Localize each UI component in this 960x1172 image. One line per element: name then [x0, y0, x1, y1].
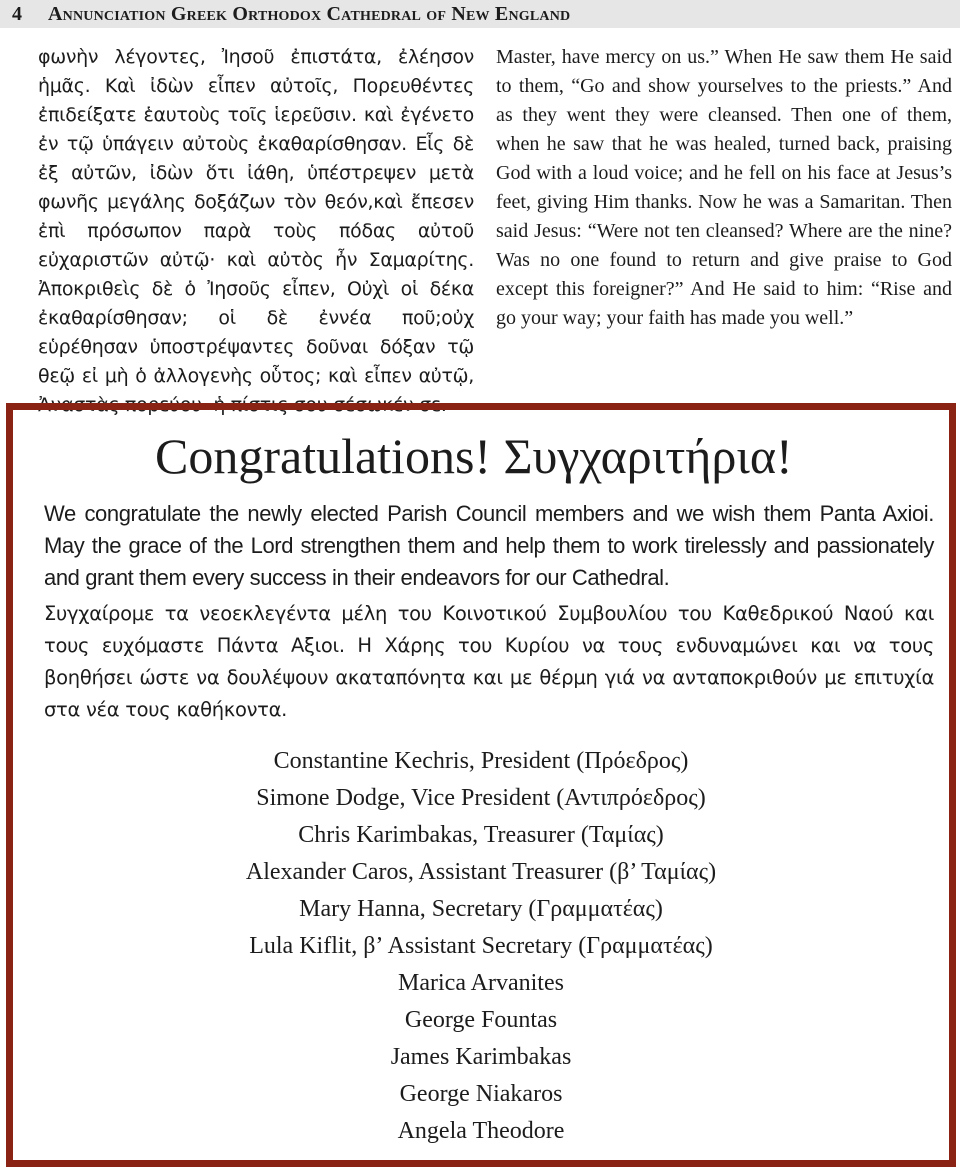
running-title: Annunciation Greek Orthodox Cathedral of New England [48, 3, 571, 25]
congratulations-box [6, 403, 956, 1167]
parish-council-list [13, 743, 949, 1150]
council-member: Alexander Caros, Assistant Treasurer (β’ Ταμίας) [245, 859, 717, 885]
council-member: George Fountas [404, 1007, 558, 1033]
running-header [0, 0, 960, 28]
congratulations-english-paragraph: We congratulate the newly elected Parish Council members and we wish them Panta Axioi. May the grace of the Lord strengthen them and help them to work tirelessly and passionately and grant them every success in their endeavors for our Cathedral. [44, 501, 934, 590]
council-member: George Niakaros [399, 1081, 563, 1107]
council-member: Constantine Kechris, President (Πρόεδρος) [273, 748, 689, 774]
council-member: Lula Kiflit, β’ Assistant Secretary (Γραμματέας) [249, 933, 713, 959]
congratulations-greek-paragraph: Συγχαίρομε τα νεοεκλεγέντα μέλη του Κοινοτικού Συμβουλίου του Καθεδρικού Ναού και τους ευχόμαστε Πάντα Αξιοι. Η Χάρης του Κυρίου να τους ενδυναμώνει και να τους βοηθήσει ώστε να δουλέψουν ακαταπόνητα και με θέρμη γιά να ανταποκριθούν με επιτυχία στα νέα τους καθήκοντα. [44, 602, 934, 721]
council-member: Marica Arvanites [398, 970, 564, 996]
council-member: Chris Karimbakas, Treasurer (Ταμίας) [298, 822, 664, 848]
gospel-english-column: Master, have mercy on us.” When He saw them He said to them, “Go and show yourselves to the priests.” And as they went they were cleansed. Then one of them, when he saw that he was healed, turned back, praising God with a loud voice; and he fell on his face at Jesus’s feet, giving Him thanks. Now he was a Samaritan. Then said Jesus: “Were not ten cleansed? Where are the nine? Was no one found to return and give praise to God except this foreigner?” And He said to him: “Rise and go your way; your faith has made you well.” [496, 46, 952, 329]
gospel-greek-column: φωνὴν λέγοντες, Ἰησοῦ ἐπιστάτα, ἐλέησον ἡμᾶς. Καὶ ἰδὼν εἶπεν αὐτοῖς, Πορευθέντες ἐπιδείξατε ἑαυτοὺς τοῖς ἱερεῦσιν. καὶ ἐγένετο ἐν τῷ ὑπάγειν αὐτοὺς ἐκαθαρίσθησαν. Εἷς δὲ ἐξ αὐτῶν, ἰδὼν ὅτι ἰάθη, ὑπέστρεψεν μετὰ φωνῆς μεγάλης δοξάζων τὸν θεόν,καὶ ἔπεσεν ἐπὶ πρόσωπον παρὰ τοὺς πόδας αὐτοῦ εὐχαριστῶν αὐτῷ· καὶ αὐτὸς ἦν Σαμαρίτης. Ἀποκριθεὶς δὲ ὁ Ἰησοῦς εἶπεν, Οὐχὶ οἱ δέκα ἐκαθαρίσθησαν; οἱ δὲ ἐννέα ποῦ;οὐχ εὑρέθησαν ὑποστρέψαντες δοῦναι δόξαν τῷ θεῷ εἰ μὴ ὁ ἀλλογενὴς οὗτος; καὶ εἶπεν αὐτῷ, Ἀναστὰς πορεύου· ἡ πίστις σου σέσωκέν σε. [38, 46, 474, 416]
council-member: Mary Hanna, Secretary (Γραμματέας) [299, 896, 663, 922]
council-member: Simone Dodge, Vice President (Αντιπρόεδρος) [256, 785, 706, 811]
congratulations-heading: Congratulations! Συγχαριτήρια! [155, 428, 793, 484]
council-member: James Karimbakas [390, 1044, 572, 1070]
page-number: 4 [12, 3, 22, 25]
council-member: Angela Theodore [397, 1118, 565, 1144]
